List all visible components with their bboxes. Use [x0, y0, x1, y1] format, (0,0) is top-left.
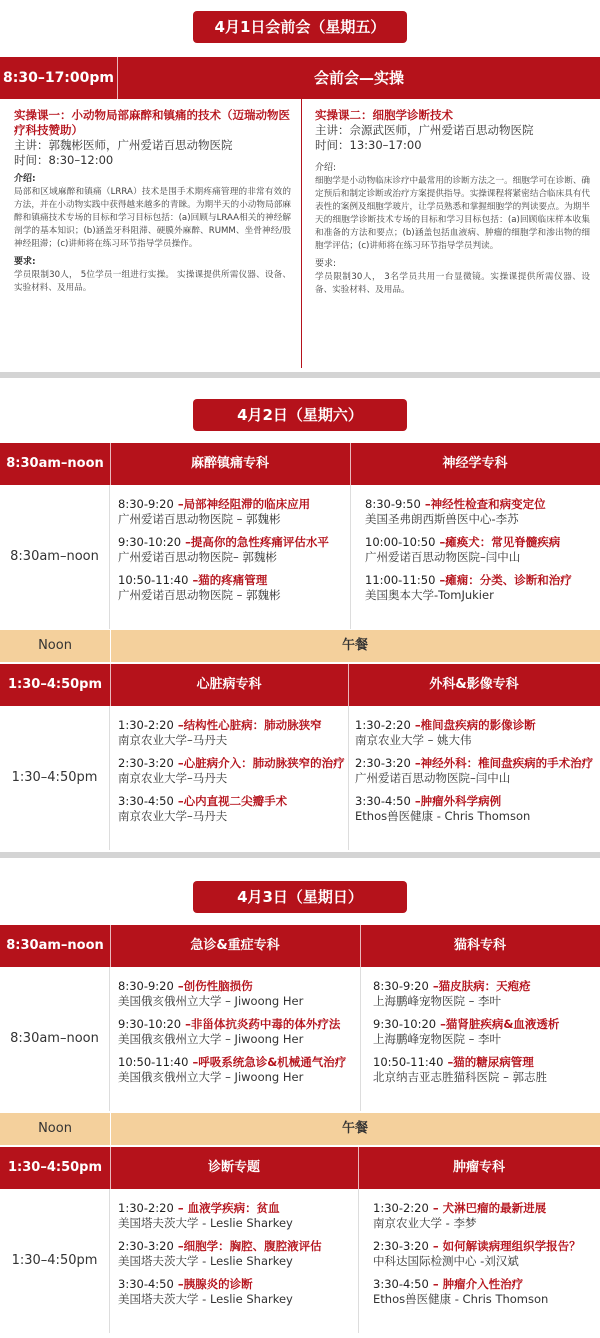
session-topic: – 如何解读病理组织学报告？	[428, 1239, 581, 1253]
day2-noon-band	[0, 630, 600, 662]
day3-pm-row	[0, 1189, 600, 1333]
session-speaker: 美国俄亥俄州立大学 – Jiwoong Her	[118, 994, 304, 1008]
session-time: 8:30-9:20	[118, 979, 174, 993]
session-topic: – 肿瘤介入性治疗	[428, 1277, 524, 1291]
column-divider	[358, 1189, 359, 1333]
session-time: 2:30-3:20	[118, 1239, 174, 1253]
day1-header-band	[0, 57, 600, 99]
session	[118, 979, 358, 1009]
session-time: 1:30-2:20	[118, 1201, 174, 1215]
session-topic: –非甾体抗炎药中毒的体外疗法	[181, 1017, 341, 1031]
day2-am-col1: 麻醉镇痛专科	[190, 456, 269, 471]
session-time: 2:30-3:20	[355, 756, 411, 770]
session-speaker: 美国塔夫茨大学 - Leslie Sharkey	[118, 1216, 293, 1230]
day3-pm-header	[0, 1147, 600, 1189]
session	[373, 1055, 598, 1085]
session-time: 10:50-11:40	[118, 573, 189, 587]
session	[365, 535, 598, 565]
day2-am-row	[0, 485, 600, 629]
session	[373, 1277, 598, 1307]
session-speaker: 广州爱诺百思动物医院 – 郭魏彬	[118, 588, 281, 602]
workshop-2-intro-label: 介绍:	[315, 163, 337, 173]
day1-time: 8:30–17:00pm	[0, 57, 118, 99]
workshop-2-host: 主讲：佘源武医师，广州爱诺百思动物医院	[315, 123, 534, 137]
session-speaker: 广州爱诺百思动物医院–闫中山	[355, 771, 511, 785]
session-topic: –神经外科：椎间盘疾病的手术治疗	[410, 756, 594, 770]
session	[118, 573, 348, 603]
session-speaker: 北京纳吉亚志胜猫科医院 – 郭志胜	[373, 1070, 548, 1084]
session-topic: –瘫痫：分类、诊断和治疗	[435, 573, 572, 587]
day2-pm-left-sessions	[118, 718, 346, 832]
session-time: 2:30-3:20	[373, 1239, 429, 1253]
session	[373, 1017, 598, 1047]
session-topic: –肿瘤外科学病例	[410, 794, 502, 808]
session	[118, 1201, 356, 1231]
day2-pm-row	[0, 706, 600, 850]
session	[118, 1239, 356, 1269]
session-time: 2:30-3:20	[118, 756, 174, 770]
session	[365, 497, 598, 527]
session-speaker: 广州爱诺百思动物医院– 郭魏彬	[118, 550, 277, 564]
session-topic: –局部神经阻滞的临床应用	[173, 497, 311, 511]
day1-title-pill: 4月1日会前会（星期五）	[193, 11, 407, 43]
workshop-2-intro: 细胞学是小动物临床诊疗中最常用的诊断方法之一。细胞学可在诊断、确定预后和制定诊断或治疗方案提供指导。实操课程将紧密结合临床具有代表性的案例及细胞学玻片，让学员熟悉和掌握细胞学的判读要点。为期半天的细胞学诊断技术专场的目标和学习目标包括：(a)回顾临床样本收集和准备的方法和要点；(b)涵盖包括血液病、肿瘤的细胞学和渗出物的细胞学评估；(c)讲师将在练习环节指导学员判读。	[315, 176, 591, 251]
workshop-2	[302, 99, 600, 368]
session-topic: –猫皮肤病：天疱疮	[428, 979, 531, 993]
workshop-1	[0, 99, 302, 368]
workshop-1-time: 时间：8:30–12:00	[14, 153, 114, 167]
session	[118, 718, 346, 748]
day3-am-header	[0, 925, 600, 967]
session-topic: –呼吸系统急诊&机械通气治疗	[188, 1055, 347, 1069]
session-topic: –结构性心脏病：肺动脉狭窄	[173, 718, 322, 732]
day3-am-row-time: 8:30am–noon	[0, 967, 110, 1111]
section-divider	[0, 372, 600, 378]
session	[118, 756, 346, 786]
day3-title-pill: 4月3日（星期日）	[193, 881, 407, 913]
session-topic: –椎间盘疾病的影像诊断	[410, 718, 536, 732]
day2-pm-right-sessions	[355, 718, 598, 832]
workshop-2-req: 学员限制30人， 3名学员共用一台显微镜。实操课提供所需仪器、设备、实验材料、及用品。	[315, 272, 590, 295]
day3-noon-band	[0, 1113, 600, 1145]
session-topic: –细胞学：胸腔、腹腔液评估	[173, 1239, 322, 1253]
day2-am-col2: 神经学专科	[442, 456, 508, 471]
session-speaker: 美国俄亥俄州立大学 – Jiwoong Her	[118, 1032, 304, 1046]
workshop-1-req: 学员限制30人， 5位学员一组进行实操。 实操课提供所需仪器、设备、实验材料、及用品。	[14, 270, 291, 293]
session-time: 3:30-4:50	[355, 794, 411, 808]
session-speaker: 南京农业大学–马丹夫	[118, 771, 228, 785]
session-topic: –猫的疼痛管理	[188, 573, 268, 587]
day3-pm-row-time: 1:30–4:50pm	[0, 1189, 110, 1333]
session-time: 9:30-10:20	[118, 1017, 182, 1031]
day2-am-left-sessions	[118, 497, 348, 611]
session-speaker: 广州爱诺百思动物医院 – 郭魏彬	[118, 512, 281, 526]
session-time: 1:30-2:20	[355, 718, 411, 732]
session-speaker: Ethos兽医健康 - Chris Thomson	[355, 809, 531, 823]
session-topic: – 犬淋巴瘤的最新进展	[428, 1201, 547, 1215]
day3-pm-left-sessions	[118, 1201, 356, 1315]
workshop-1-host: 主讲：郭魏彬医师，广州爱诺百思动物医院	[14, 138, 233, 152]
session-time: 8:30-9:20	[373, 979, 429, 993]
workshop-1-intro: 局部和区域麻醉和镇痛（LRRA）技术是围手术期疼痛管理的非常有效的方法，并在小动物实践中获得越来越多的青睐。为期半天的小动物局部麻醉和镇痛技术专场的目标和学习目标包括：(a)回顾与LRAA相关的神经解剖学的基本知识；(b)涵盖牙科阻滞、硬膜外麻醉、RUMM、坐骨神经/股神经阻滞；(c)讲师将在练习环节指导学员操作。	[14, 187, 291, 249]
noon-time: Noon	[38, 638, 72, 653]
day1-title: 会前会—实操	[313, 69, 404, 87]
session-time: 8:30-9:50	[365, 497, 421, 511]
session-topic: –瘫痪犬：常见脊髓疾病	[435, 535, 561, 549]
session-topic: –猫的糖尿病管理	[443, 1055, 534, 1069]
session	[355, 718, 598, 748]
day2-pm-row-time: 1:30–4:50pm	[0, 706, 110, 850]
day3-am-col1: 急诊&重症专科	[190, 938, 280, 953]
day1-workshops	[0, 99, 600, 368]
session-speaker: 美国塔夫茨大学 - Leslie Sharkey	[118, 1292, 293, 1306]
session-topic: – 血液学疾病：贫血	[173, 1201, 280, 1215]
session-topic: –猫肾脏疾病&血液透析	[436, 1017, 560, 1031]
session-topic: –心内直视二尖瓣手术	[173, 794, 288, 808]
column-divider	[360, 967, 361, 1111]
session	[118, 1017, 358, 1047]
session	[118, 794, 346, 824]
noon-time: Noon	[38, 1121, 72, 1136]
session	[365, 573, 598, 603]
day2-pm-header	[0, 664, 600, 706]
session	[373, 1201, 598, 1231]
session	[118, 1277, 356, 1307]
session-topic: –提高你的急性疼痛评估水平	[181, 535, 329, 549]
day3-pm-col1: 诊断专题	[207, 1160, 260, 1175]
session-topic: –神经性检查和病变定位	[420, 497, 546, 511]
workshop-2-title: 实操课二：细胞学诊断技术	[315, 108, 453, 122]
session	[373, 1239, 598, 1269]
day2-am-row-time: 8:30am–noon	[0, 485, 110, 629]
day3-am-row	[0, 967, 600, 1111]
session-time: 1:30-2:20	[373, 1201, 429, 1215]
workshop-1-title: 实操课一：小动物局部麻醉和镇痛的技术（迈瑞动物医疗科技赞助）	[14, 108, 290, 137]
day2-title-pill: 4月2日（星期六）	[193, 399, 407, 431]
session-time: 8:30-9:20	[118, 497, 174, 511]
day3-pm-right-sessions	[373, 1201, 598, 1315]
session-speaker: 南京农业大学 - 李梦	[373, 1216, 477, 1230]
session-topic: –胰腺炎的诊断	[173, 1277, 253, 1291]
day2-pm-col2: 外科&影像专科	[429, 677, 519, 692]
workshop-1-intro-label: 介绍:	[14, 174, 36, 184]
session-topic: –创伤性脑损伤	[173, 979, 253, 993]
workshop-2-req-label: 要求:	[315, 259, 337, 269]
session	[118, 1055, 358, 1085]
session-speaker: 美国圣弗朗西斯兽医中心-李苏	[365, 512, 519, 526]
day3-pm-time-head: 1:30–4:50pm	[7, 1160, 103, 1175]
column-divider	[350, 485, 351, 629]
session-speaker: 南京农业大学–马丹夫	[118, 733, 228, 747]
day2-pm-time-head: 1:30–4:50pm	[7, 677, 103, 692]
session-speaker: 上海鹏峰宠物医院 – 李叶	[373, 994, 502, 1008]
day2-am-time-head: 8:30am–noon	[6, 456, 104, 471]
session-speaker: 美国俄亥俄州立大学 – Jiwoong Her	[118, 1070, 304, 1084]
session-time: 1:30-2:20	[118, 718, 174, 732]
day3-am-col2: 猫科专科	[453, 938, 506, 953]
session-time: 9:30-10:20	[373, 1017, 437, 1031]
session-speaker: 南京农业大学–马丹夫	[118, 809, 228, 823]
day3-am-left-sessions	[118, 979, 358, 1093]
day2-am-header	[0, 443, 600, 485]
day3-am-time-head: 8:30am–noon	[6, 938, 104, 953]
session-time: 3:30-4:50	[118, 794, 174, 808]
session	[373, 979, 598, 1009]
session-speaker: 美国奥本大学-TomJukier	[365, 588, 494, 602]
session-speaker: Ethos兽医健康 - Chris Thomson	[373, 1292, 549, 1306]
workshop-2-time: 时间：13:30–17:00	[315, 138, 422, 152]
lunch-label: 午餐	[341, 1121, 368, 1136]
session-speaker: 美国塔夫茨大学 - Leslie Sharkey	[118, 1254, 293, 1268]
day2-am-right-sessions	[365, 497, 598, 611]
session-topic: –心脏病介入：肺动脉狭窄的治疗	[173, 756, 345, 770]
day3-am-right-sessions	[373, 979, 598, 1093]
column-divider	[348, 706, 349, 850]
session	[118, 497, 348, 527]
session-speaker: 中科达国际检测中心 -刘汉斌	[373, 1254, 519, 1268]
session	[355, 756, 598, 786]
session-time: 10:00-10:50	[365, 535, 436, 549]
lunch-label: 午餐	[341, 638, 368, 653]
section-divider	[0, 852, 600, 858]
session	[118, 535, 348, 565]
day3-pm-col2: 肿瘤专科	[452, 1160, 505, 1175]
workshop-1-req-label: 要求:	[14, 257, 36, 267]
session-time: 11:00-11:50	[365, 573, 436, 587]
session-time: 3:30-4:50	[373, 1277, 429, 1291]
session	[355, 794, 598, 824]
session-time: 10:50-11:40	[118, 1055, 189, 1069]
session-speaker: 南京农业大学 – 姚大伟	[355, 733, 472, 747]
session-time: 3:30-4:50	[118, 1277, 174, 1291]
session-time: 10:50-11:40	[373, 1055, 444, 1069]
day2-pm-col1: 心脏病专科	[196, 677, 262, 692]
session-speaker: 上海鹏峰宠物医院 – 李叶	[373, 1032, 502, 1046]
session-time: 9:30-10:20	[118, 535, 182, 549]
session-speaker: 广州爱诺百思动物医院–闫中山	[365, 550, 521, 564]
